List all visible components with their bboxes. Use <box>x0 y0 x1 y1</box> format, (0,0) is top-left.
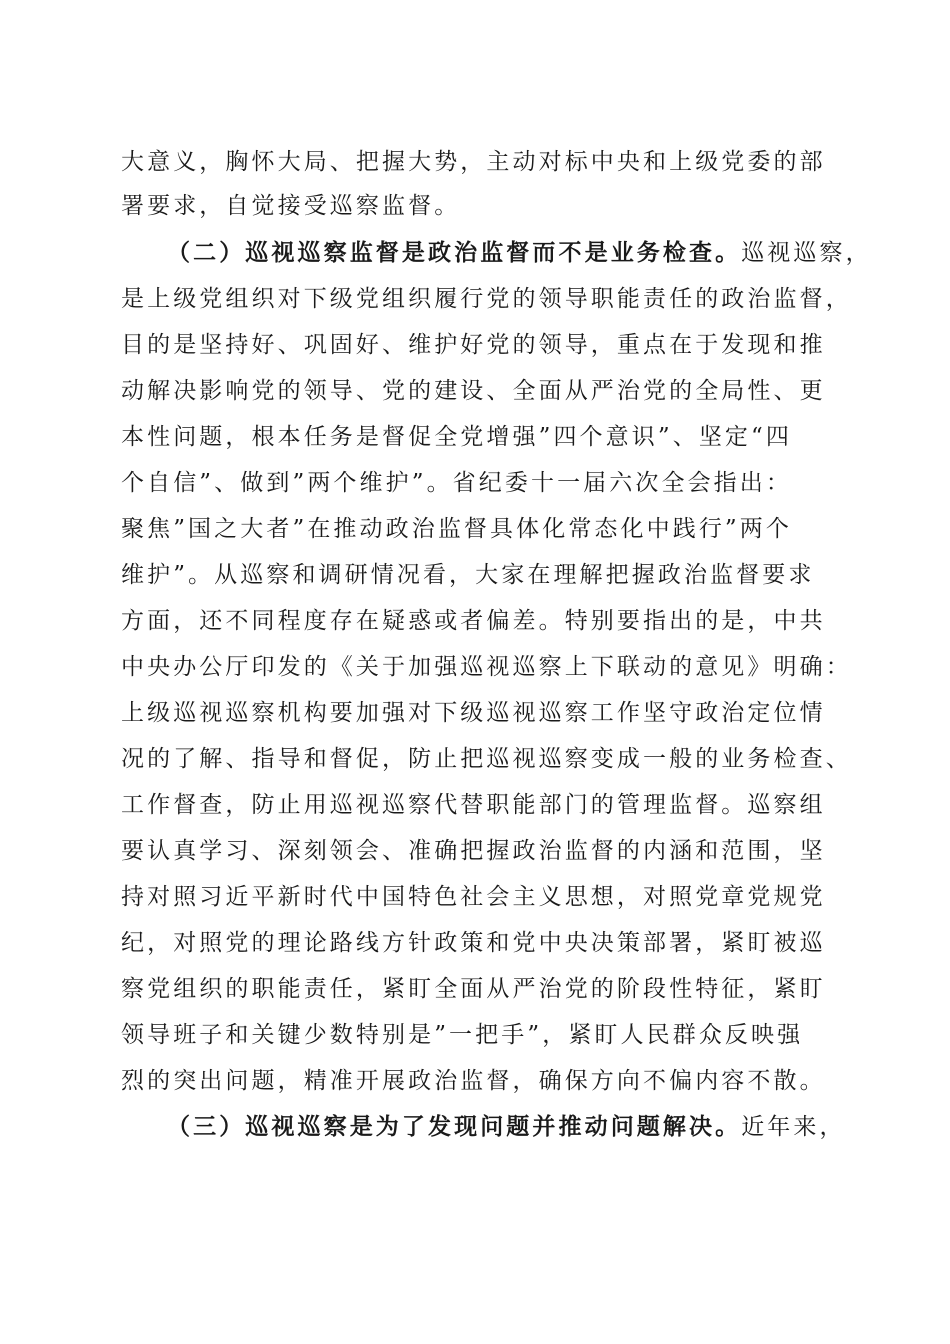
text-line: 纪，对照党的理论路线方针政策和党中央决策部署，紧盯被巡 <box>121 930 826 956</box>
section-2-heading: （二）巡视巡察监督是政治监督而不是业务检查。 <box>167 239 742 266</box>
text-line: 烈的突出问题，精准开展政治监督，确保方向不偏内容不散。 <box>121 1068 826 1094</box>
text-line: 目的是坚持好、巩固好、维护好党的领导，重点在于发现和推 <box>121 332 826 358</box>
text-line: 察党组织的职能责任，紧盯全面从严治党的阶段性特征，紧盯 <box>121 976 826 1002</box>
text-line: 聚焦”国之大者”在推动政治监督具体化常态化中践行”两个 <box>121 516 792 542</box>
text-line: 中央办公厅印发的《关于加强巡视巡察上下联动的意见》明确： <box>121 654 852 680</box>
text-line: 领导班子和关键少数特别是”一把手”，紧盯人民群众反映强 <box>121 1022 804 1048</box>
text-line: 上级巡视巡察机构要加强对下级巡视巡察工作坚守政治定位情 <box>121 700 826 726</box>
text-line: 况的了解、指导和督促，防止把巡视巡察变成一般的业务检查、 <box>121 746 852 772</box>
text-line: 工作督查，防止用巡视巡察代替职能部门的管理监督。巡察组 <box>121 792 826 818</box>
text-line: 是上级党组织对下级党组织履行党的领导职能责任的政治监督， <box>121 286 852 312</box>
text-line: 持对照习近平新时代中国特色社会主义思想，对照党章党规党 <box>121 884 826 910</box>
section-2-first-line <box>167 233 872 273</box>
text-line: 个自信”、做到”两个维护”。省纪委十一届六次全会指出： <box>121 470 792 496</box>
section-2-lead-text: 巡视巡察， <box>741 240 872 266</box>
section-3-heading: （三）巡视巡察是为了发现问题并推动问题解决。 <box>167 1113 742 1140</box>
text-line: 动解决影响党的领导、党的建设、全面从严治党的全局性、更 <box>121 378 826 404</box>
text-line: 大意义，胸怀大局、把握大势，主动对标中央和上级党委的部 <box>121 149 826 175</box>
text-line: 署要求，自觉接受巡察监督。 <box>121 193 461 219</box>
text-line: 维护”。从巡察和调研情况看，大家在理解把握政治监督要求 <box>121 562 815 588</box>
text-line: 要认真学习、深刻领会、准确把握政治监督的内涵和范围，坚 <box>121 838 826 864</box>
section-3-lead-text: 近年来， <box>741 1114 846 1140</box>
text-line: 方面，还不同程度存在疑惑或者偏差。特别要指出的是，中共 <box>121 608 826 634</box>
section-3-first-line <box>167 1107 846 1147</box>
text-line: 本性问题，根本任务是督促全党增强”四个意识”、坚定“四 <box>121 424 792 450</box>
